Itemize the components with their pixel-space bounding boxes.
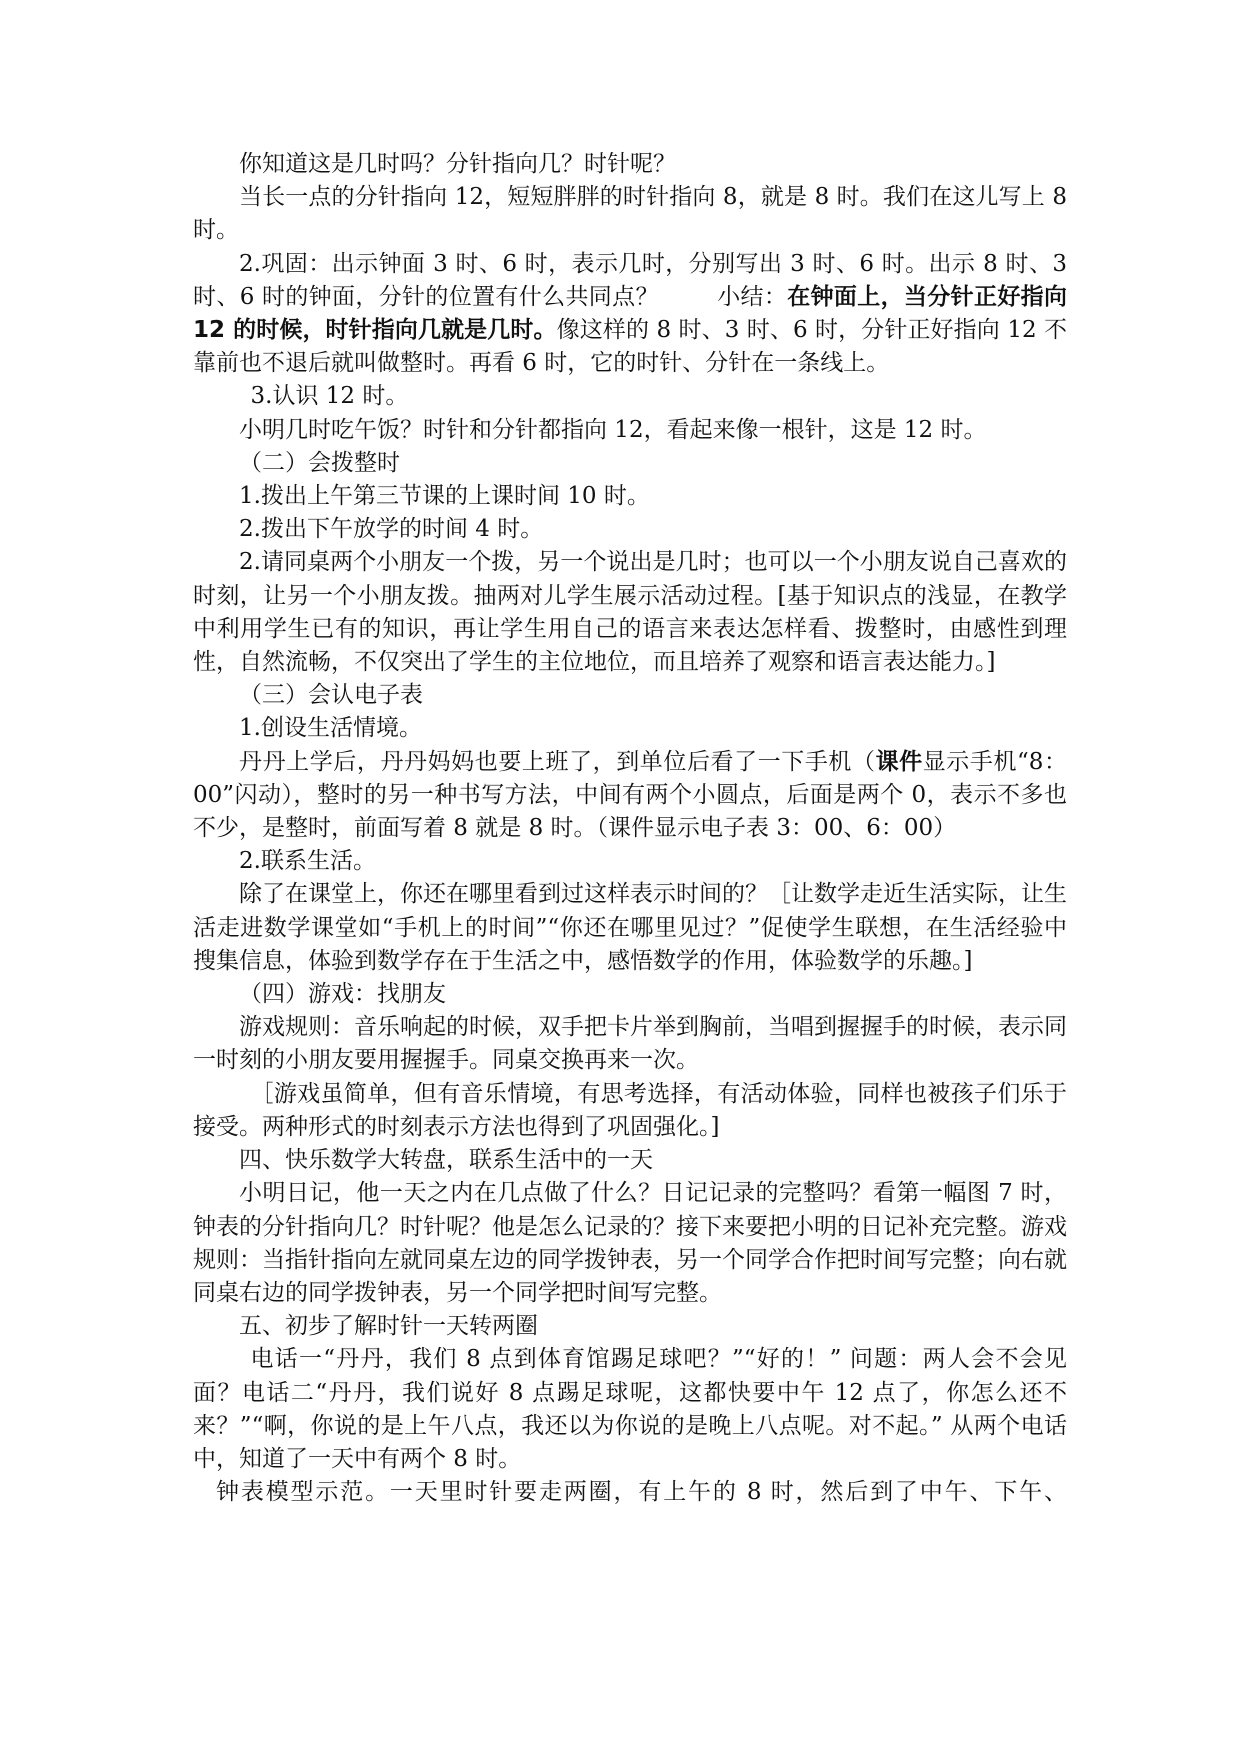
paragraph-clock-model: 钟表模型示范。一天里时针要走两圈，有上午的 8 时，然后到了中午、下午、 (216, 1479, 1067, 1506)
paragraph-dial-4: 2.拨出下午放学的时间 4 时。 (239, 516, 544, 543)
paragraph-consolidate (193, 248, 1067, 381)
paragraph-game-rules: 游戏规则：音乐响起的时候，双手把卡片举到胸前，当唱到握握手的时候，表示同一时刻的小朋友要用握握手。同桌交换再来一次。 (193, 1014, 1067, 1074)
section-heading-4: （四）游戏：找朋友 (239, 981, 446, 1008)
phone-text-c: 显示手机“8：00”闪动），整时的另一种书写方法，中间有两个小圆点，后面是两个 0，表示不多也不少，是整时，前面写着 8 就是 8 时。（课件显示电子表 3：00、6：00） (193, 748, 1067, 842)
paragraph-lunch: 小明几时吃午饭？时针和分针都指向 12，看起来像一根针，这是 12 时。 (239, 416, 987, 443)
paragraph-create-scene: 1.创设生活情境。 (239, 715, 422, 742)
document-page (193, 148, 1067, 1509)
paragraph-pair-activity: 2.请同桌两个小朋友一个拨，另一个说出是几时；也可以一个小朋友说自己喜欢的时刻，让另一个小朋友拨。抽两对儿学生展示活动过程。[基于知识点的浅显，在教学中利用学生已有的知识，再让学生用自己的语言来表达怎样看、拨整时，由感性到理性，自然流畅，不仅突出了学生的主位地位，而且培养了观察和语言表达能力。] (193, 549, 1067, 676)
paragraph-know-12: 3.认识 12 时。 (250, 383, 409, 410)
summary-bold: 在钟面上，当分针正好指向 12 的时候，时针指向几就是几时。 (193, 283, 1068, 344)
section-heading-3: （三）会认电子表 (239, 682, 423, 709)
paragraph-phone-time (193, 746, 1067, 846)
summary-label: 小结： (716, 283, 788, 310)
paragraph-8-oclock: 当长一点的分针指向 12，短短胖胖的时针指向 8，就是 8 时。我们在这儿写上 8 时。 (193, 184, 1067, 244)
paragraph-diary: 小明日记，他一天之内在几点做了什么？日记记录的完整吗？看第一幅图 7 时，钟表的分针指向几？时针呢？他是怎么记录的？接下来要把小明的日记补充完整。游戏规则：当指针指向左就同桌左边的同学拨钟表，另一个同学合作把时间写完整；向右就同桌右边的同学拨钟表，另一个同学把时间写完整。 (193, 1180, 1067, 1306)
paragraph-connect-life: 2.联系生活。 (239, 848, 376, 875)
section-heading-2: （二）会拨整时 (239, 449, 400, 476)
section-heading-four: 四、快乐数学大转盘，联系生活中的一天 (239, 1147, 653, 1174)
paragraph-phone-calls: 电话一“丹丹，我们 8 点到体育馆踢足球吧？”“好的！” 问题：两人会不会见面？电话二“丹丹，我们说好 8 点踢足球呢，这都快要中午 12 点了，你怎么还不来？”“啊，你说的是上午八点，我还以为你说的是晚上八点呢。对不起。” 从两个电话中，知道了一天中有两个 8 时。 (193, 1346, 1067, 1472)
paragraph-question: 你知道这是几时吗？分针指向几？时针呢？ (239, 151, 676, 177)
consolidate-text: 2.巩固：出示钟面 3 时、6 时，表示几时，分别写出 3 时、6 时。出示 8 时、3 时、6 时的钟面，分针的位置有什么共同点？ (193, 250, 1067, 310)
paragraph-game-comment: ［游戏虽简单，但有音乐情境，有思考选择，有活动体验，同样也被孩子们乐于接受。两种形式的时刻表示方法也得到了巩固强化。] (193, 1080, 1067, 1140)
section-heading-five: 五、初步了解时针一天转两圈 (239, 1313, 538, 1340)
paragraph-dial-10: 1.拨出上午第三节课的上课时间 10 时。 (239, 483, 650, 510)
summary-rest: 像这样的 8 时、3 时、6 时，分针正好指向 12 不靠前也不退后就叫做整时。再看 6 时，它的时针、分针在一条线上。 (193, 317, 1067, 377)
phone-text-a: 丹丹上学后，丹丹妈妈也要上班了，到单位后看了一下手机（ (239, 748, 876, 775)
paragraph-life-examples: 除了在课堂上，你还在哪里看到过这样表示时间的？［让数学走近生活实际，让生活走进数学课堂如“手机上的时间”“你还在哪里见过？”促使学生联想，在生活经验中搜集信息，体验到数学存在于生活之中，感悟数学的作用，体验数学的乐趣。] (193, 881, 1067, 974)
courseware-bold: 课件 (875, 748, 923, 775)
